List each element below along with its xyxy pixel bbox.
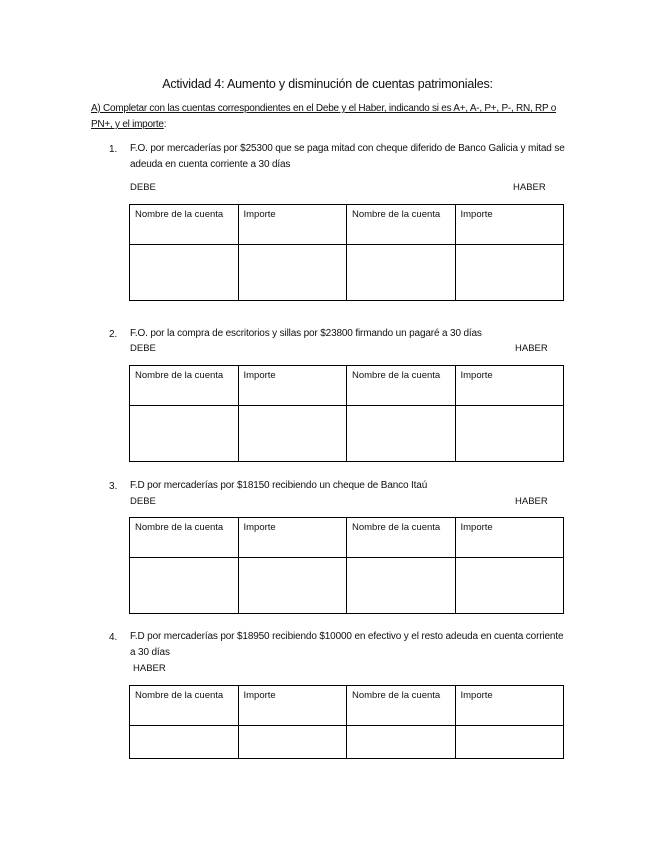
debe-amount-cell[interactable] (238, 406, 347, 462)
haber-amount-cell[interactable] (455, 406, 564, 462)
table-entry-row (130, 245, 564, 301)
header-account-name: Nombre de la cuenta (347, 205, 456, 245)
debe-account-cell[interactable] (130, 558, 239, 614)
haber-account-cell[interactable] (347, 558, 456, 614)
debe-account-cell[interactable] (130, 406, 239, 462)
journal-table (129, 204, 564, 301)
journal-table (129, 517, 564, 614)
header-account-name: Nombre de la cuenta (130, 366, 239, 406)
table-header-row (130, 686, 564, 726)
item-text: F.O. por la compra de escritorios y sillas por $23800 firmando un pagaré a 30 días (130, 328, 482, 339)
haber-amount-cell[interactable] (455, 245, 564, 301)
haber-account-cell[interactable] (347, 726, 456, 759)
haber-account-cell[interactable] (347, 245, 456, 301)
haber-amount-cell[interactable] (455, 726, 564, 759)
item-number: 2. (109, 329, 118, 340)
header-amount: Importe (238, 686, 347, 726)
debe-amount-cell[interactable] (238, 726, 347, 759)
header-account-name: Nombre de la cuenta (130, 205, 239, 245)
haber-amount-cell[interactable] (455, 558, 564, 614)
header-amount: Importe (455, 686, 564, 726)
haber-label: HABER (515, 496, 548, 507)
item-text: F.D por mercaderías por $18150 recibiendo un cheque de Banco Itaú (130, 480, 428, 491)
haber-label: HABER (513, 182, 546, 193)
journal-table (129, 365, 564, 462)
table-entry-row (130, 726, 564, 759)
table-header-row (130, 205, 564, 245)
header-account-name: Nombre de la cuenta (347, 366, 456, 406)
header-account-name: Nombre de la cuenta (130, 686, 239, 726)
header-amount: Importe (238, 205, 347, 245)
debe-label: DEBE (130, 343, 156, 354)
header-amount: Importe (455, 205, 564, 245)
debe-label: DEBE (130, 182, 156, 193)
haber-label: HABER (133, 663, 166, 674)
page-title: Actividad 4: Aumento y disminución de cuentas patrimoniales: (162, 77, 493, 91)
instructions-text: A) Completar con las cuentas correspondientes en el Debe y el Haber, indicando si es A+, A-, P+, P-, RN, RP o PN+, y el importe (91, 103, 557, 130)
table-entry-row (130, 558, 564, 614)
header-account-name: Nombre de la cuenta (347, 518, 456, 558)
journal-table (129, 685, 564, 759)
instructions-colon: : (163, 119, 167, 130)
haber-label: HABER (515, 343, 548, 354)
header-amount: Importe (455, 366, 564, 406)
debe-account-cell[interactable] (130, 245, 239, 301)
table-header-row (130, 518, 564, 558)
header-amount: Importe (238, 366, 347, 406)
header-account-name: Nombre de la cuenta (347, 686, 456, 726)
header-amount: Importe (455, 518, 564, 558)
debe-account-cell[interactable] (130, 726, 239, 759)
table-entry-row (130, 406, 564, 462)
item-text: F.D por mercaderías por $18950 recibiendo $10000 en efectivo y el resto adeuda en cuenta corriente a 30 días (130, 631, 564, 658)
item-number: 3. (109, 481, 118, 492)
item-number: 1. (109, 144, 118, 155)
item-text: F.O. por mercaderías por $25300 que se paga mitad con cheque diferido de Banco Galicia y mitad se adeuda en cuenta corriente a 30 días (130, 143, 565, 170)
debe-amount-cell[interactable] (238, 245, 347, 301)
header-amount: Importe (238, 518, 347, 558)
header-account-name: Nombre de la cuenta (130, 518, 239, 558)
item-number: 4. (109, 632, 118, 643)
debe-label: DEBE (130, 496, 156, 507)
instructions (91, 101, 571, 133)
table-header-row (130, 366, 564, 406)
debe-amount-cell[interactable] (238, 558, 347, 614)
haber-account-cell[interactable] (347, 406, 456, 462)
